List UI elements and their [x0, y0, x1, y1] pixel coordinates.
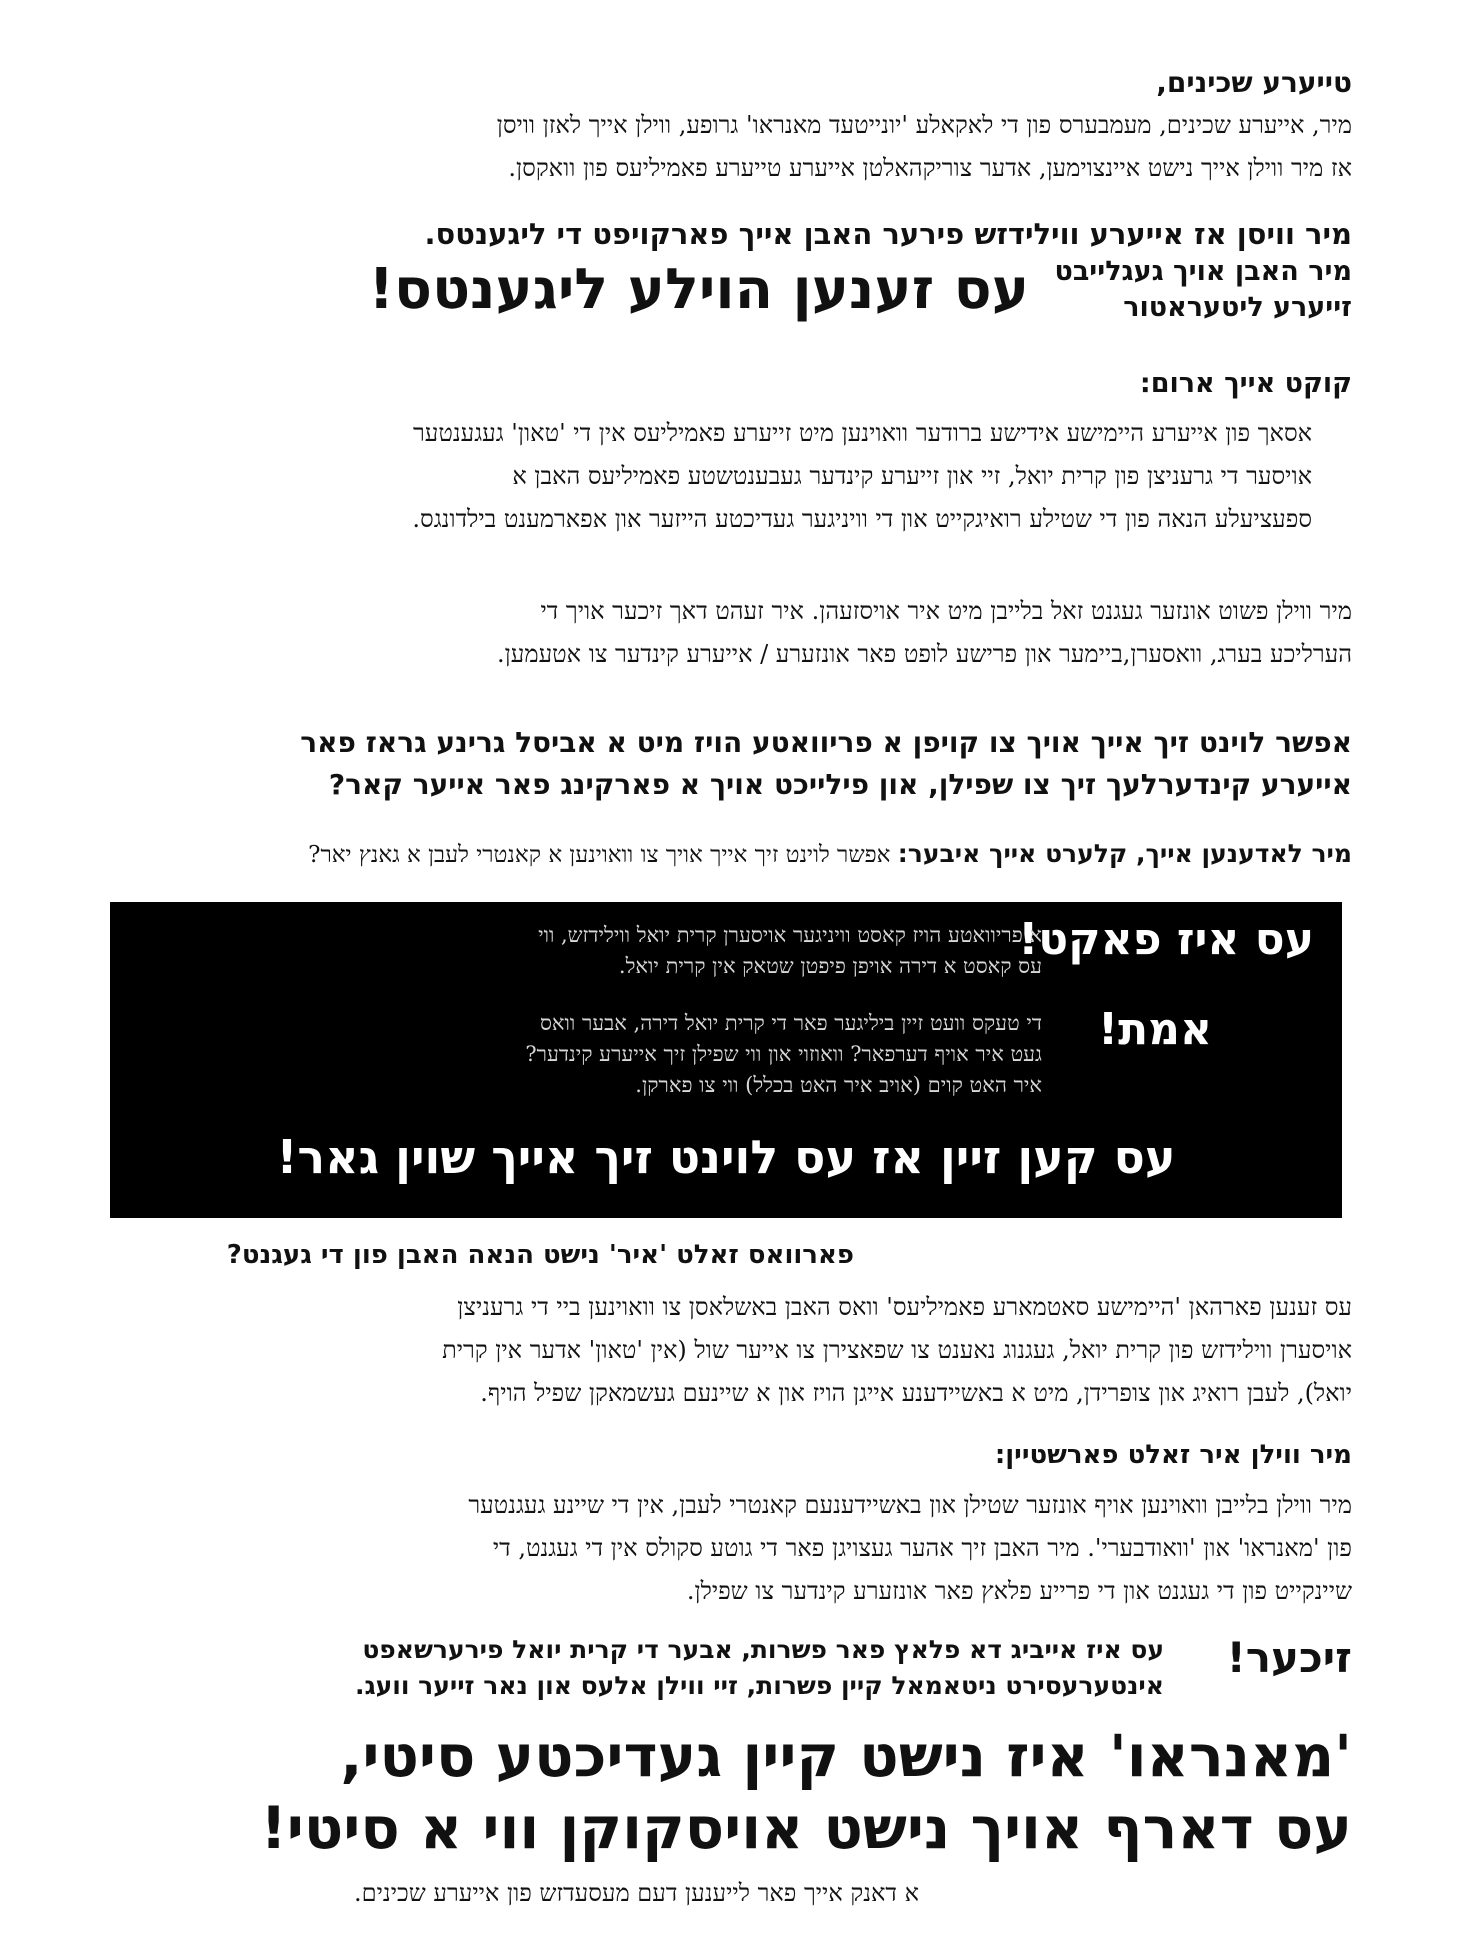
fact-title-1: עס איז פאקט!: [1018, 914, 1314, 965]
fact-box-footer: עס קען זיין אז עס לוינט זיך אייך שוין גאר!: [276, 1130, 1176, 1184]
we-know-statement: מיר וויסן אז אייערע ווילידזש פירער האבן אייך פארקויפט די ליגענטס.: [424, 217, 1352, 251]
believed-line: זייערע ליטעראטור: [1123, 292, 1352, 323]
look-around-heading: קוקט אייך ארום:: [1139, 368, 1352, 399]
understand-line: פון 'מאנראו' און 'וואודבערי'. מיר האבן זיך אהער געצויגן פאר די גוטע סקולס אין די געגנט, די: [492, 1534, 1352, 1562]
preserve-paragraph: [112, 590, 1352, 676]
thanks-line: א דאנק אייך פאר לייענען דעם מעסעדזש פון אייערע שכינים.: [354, 1879, 919, 1907]
slogan-line: עס דארף אויך נישט אויסקוקן ווי א סיטי!: [260, 1794, 1352, 1862]
perhaps-line: אייערע קינדערלעך זיך צו שפילן, און פילייכט אויך א פארקינג פאר אייער קאר?: [328, 768, 1352, 801]
greeting: טייערע שכינים,: [1156, 66, 1352, 99]
slogan: [260, 1720, 1352, 1864]
fact-text-line: א פריוואטע הויז קאסט וויניגער אויסערן קרית יואל ווילידזש, ווי: [538, 923, 1042, 947]
fact-text-line: די טעקס וועט זיין ביליגער פאר די קרית יואל דירה, אבער וואס: [539, 1011, 1042, 1035]
understand-paragraph: [102, 1484, 1352, 1613]
fact-text-line: איר האט קוים (אויב איר האט בכלל) ווי צו פארקן.: [635, 1073, 1042, 1097]
look-around-line: אסאך פון אייערע היימישע אידישע ברודער וואוינען מיט זייערע פאמיליעס אין די 'טאון' געגענטער: [413, 419, 1312, 447]
why-line: אויסערן ווילידזש פון קרית יואל, געגנוג נאענט צו שפאצירן צו אייער שול (אין 'טאון' אדער אין קרית: [442, 1336, 1352, 1364]
understand-line: מיר ווילן בלייבן וואוינען אויף אונזער שטילן און באשיידענעם קאנטרי לעבן, אין די שיינע געגנטער: [468, 1491, 1352, 1519]
intro-line: מיר, אייערע שכינים, מעמבערס פון די לאקאלע 'יונייטעד מאנראו' גרופע, ווילן אייך לאזן וויסן: [496, 111, 1352, 139]
slogan-line: 'מאנראו' איז נישט קיין געדיכטע סיטי,: [340, 1722, 1352, 1790]
fact-text-line: געט איר אויף דערפאר? וואוזוי און ווי שפילן זיך אייערע קינדער?: [525, 1042, 1042, 1066]
why-heading: פארוואס זאלט 'איר' נישט הנאה האבן פון די געגנט?: [226, 1240, 854, 1270]
remember-word: זיכער!: [1226, 1633, 1352, 1682]
why-line: עס זענען פארהאן 'היימישע סאטמארע פאמיליעס' וואס האבן באשלאסן צו וואוינען ביי די גרעניצן: [457, 1293, 1352, 1321]
believed-line: מיר האבן אויך געגלייבט: [1054, 256, 1352, 287]
big-lies-headline: עס זענען הוילע ליגענטס!: [368, 257, 1029, 322]
look-around-line: אויסער די גרעניצן פון קרית יואל, זיי און זייערע קינדער געבענטשטע פאמיליעס האבן א: [512, 462, 1312, 490]
remember-line: אינטערעסירט ניטאמאל קיין פשרות, זיי ווילן אלעס און נאר זייער וועג.: [354, 1671, 1164, 1700]
perhaps-bold-paragraph: [112, 722, 1352, 806]
understand-heading: מיר ווילן איר זאלט פארשטיין:: [994, 1440, 1352, 1470]
preserve-line: הערליכע בערג, וואסערן,ביימער און פרישע לופט פאר אונזערע / אייערע קינדער צו אטעמען.: [497, 640, 1352, 668]
fact-text-2: [525, 1008, 1042, 1101]
remember-line: עס איז אייביג דא פלאץ פאר פשרות, אבער די קרית יואל פירערשאפט: [362, 1635, 1164, 1664]
fact-text-1: [538, 920, 1042, 982]
why-line: יואל), לעבן רואיג און צופרידן, מיט א באשיידענע אייגן הויז און א שיינעם געשמאקן שפיל הויף.: [480, 1379, 1352, 1407]
look-around-paragraph: [112, 412, 1312, 541]
understand-line: שיינקייט פון די געגנט און די פרייע פלאץ פאר אונזערע קינדער צו שפילן.: [686, 1577, 1352, 1605]
advise-rest: אפשר לוינט זיך אייך אויך צו וואוינען א קאנטרי לעבן א גאנץ יאר?: [308, 842, 891, 868]
fact-text-line: עס קאסט א דירה אויפן פיפטן שטאק אין קרית יואל.: [618, 954, 1042, 978]
look-around-line: ספעציעלע הנאה פון די שטילע רואיגקייט און די וויניגער געדיכטע הייזער און אפארמענט בילדונגס.: [412, 505, 1312, 533]
advise-line: [308, 836, 1352, 873]
advise-bold: מיר לאדענען אייך, קלערט אייך איבער:: [897, 839, 1352, 868]
fact-title-2: אמת!: [1098, 1004, 1212, 1055]
why-paragraph: [102, 1286, 1352, 1415]
perhaps-line: אפשר לוינט זיך אייך אויך צו קויפן א פריוואטע הויז מיט א אביסל גרינע גראז פאר: [300, 726, 1352, 759]
intro-line: אז מיר ווילן אייך נישט איינצוימען, אדער צוריקהאלטן אייערע טייערע פאמיליעס פון וואקסן.: [508, 154, 1352, 182]
preserve-line: מיר ווילן פשוט אונזער געגנט זאל בלייבן מיט איר אויסזעהן. איר זעהט דאך זיכער אויך די: [540, 597, 1352, 625]
intro-paragraph: [112, 104, 1352, 190]
believed-note: [1054, 254, 1352, 326]
fact-box: [110, 902, 1342, 1218]
remember-text: [355, 1632, 1164, 1704]
